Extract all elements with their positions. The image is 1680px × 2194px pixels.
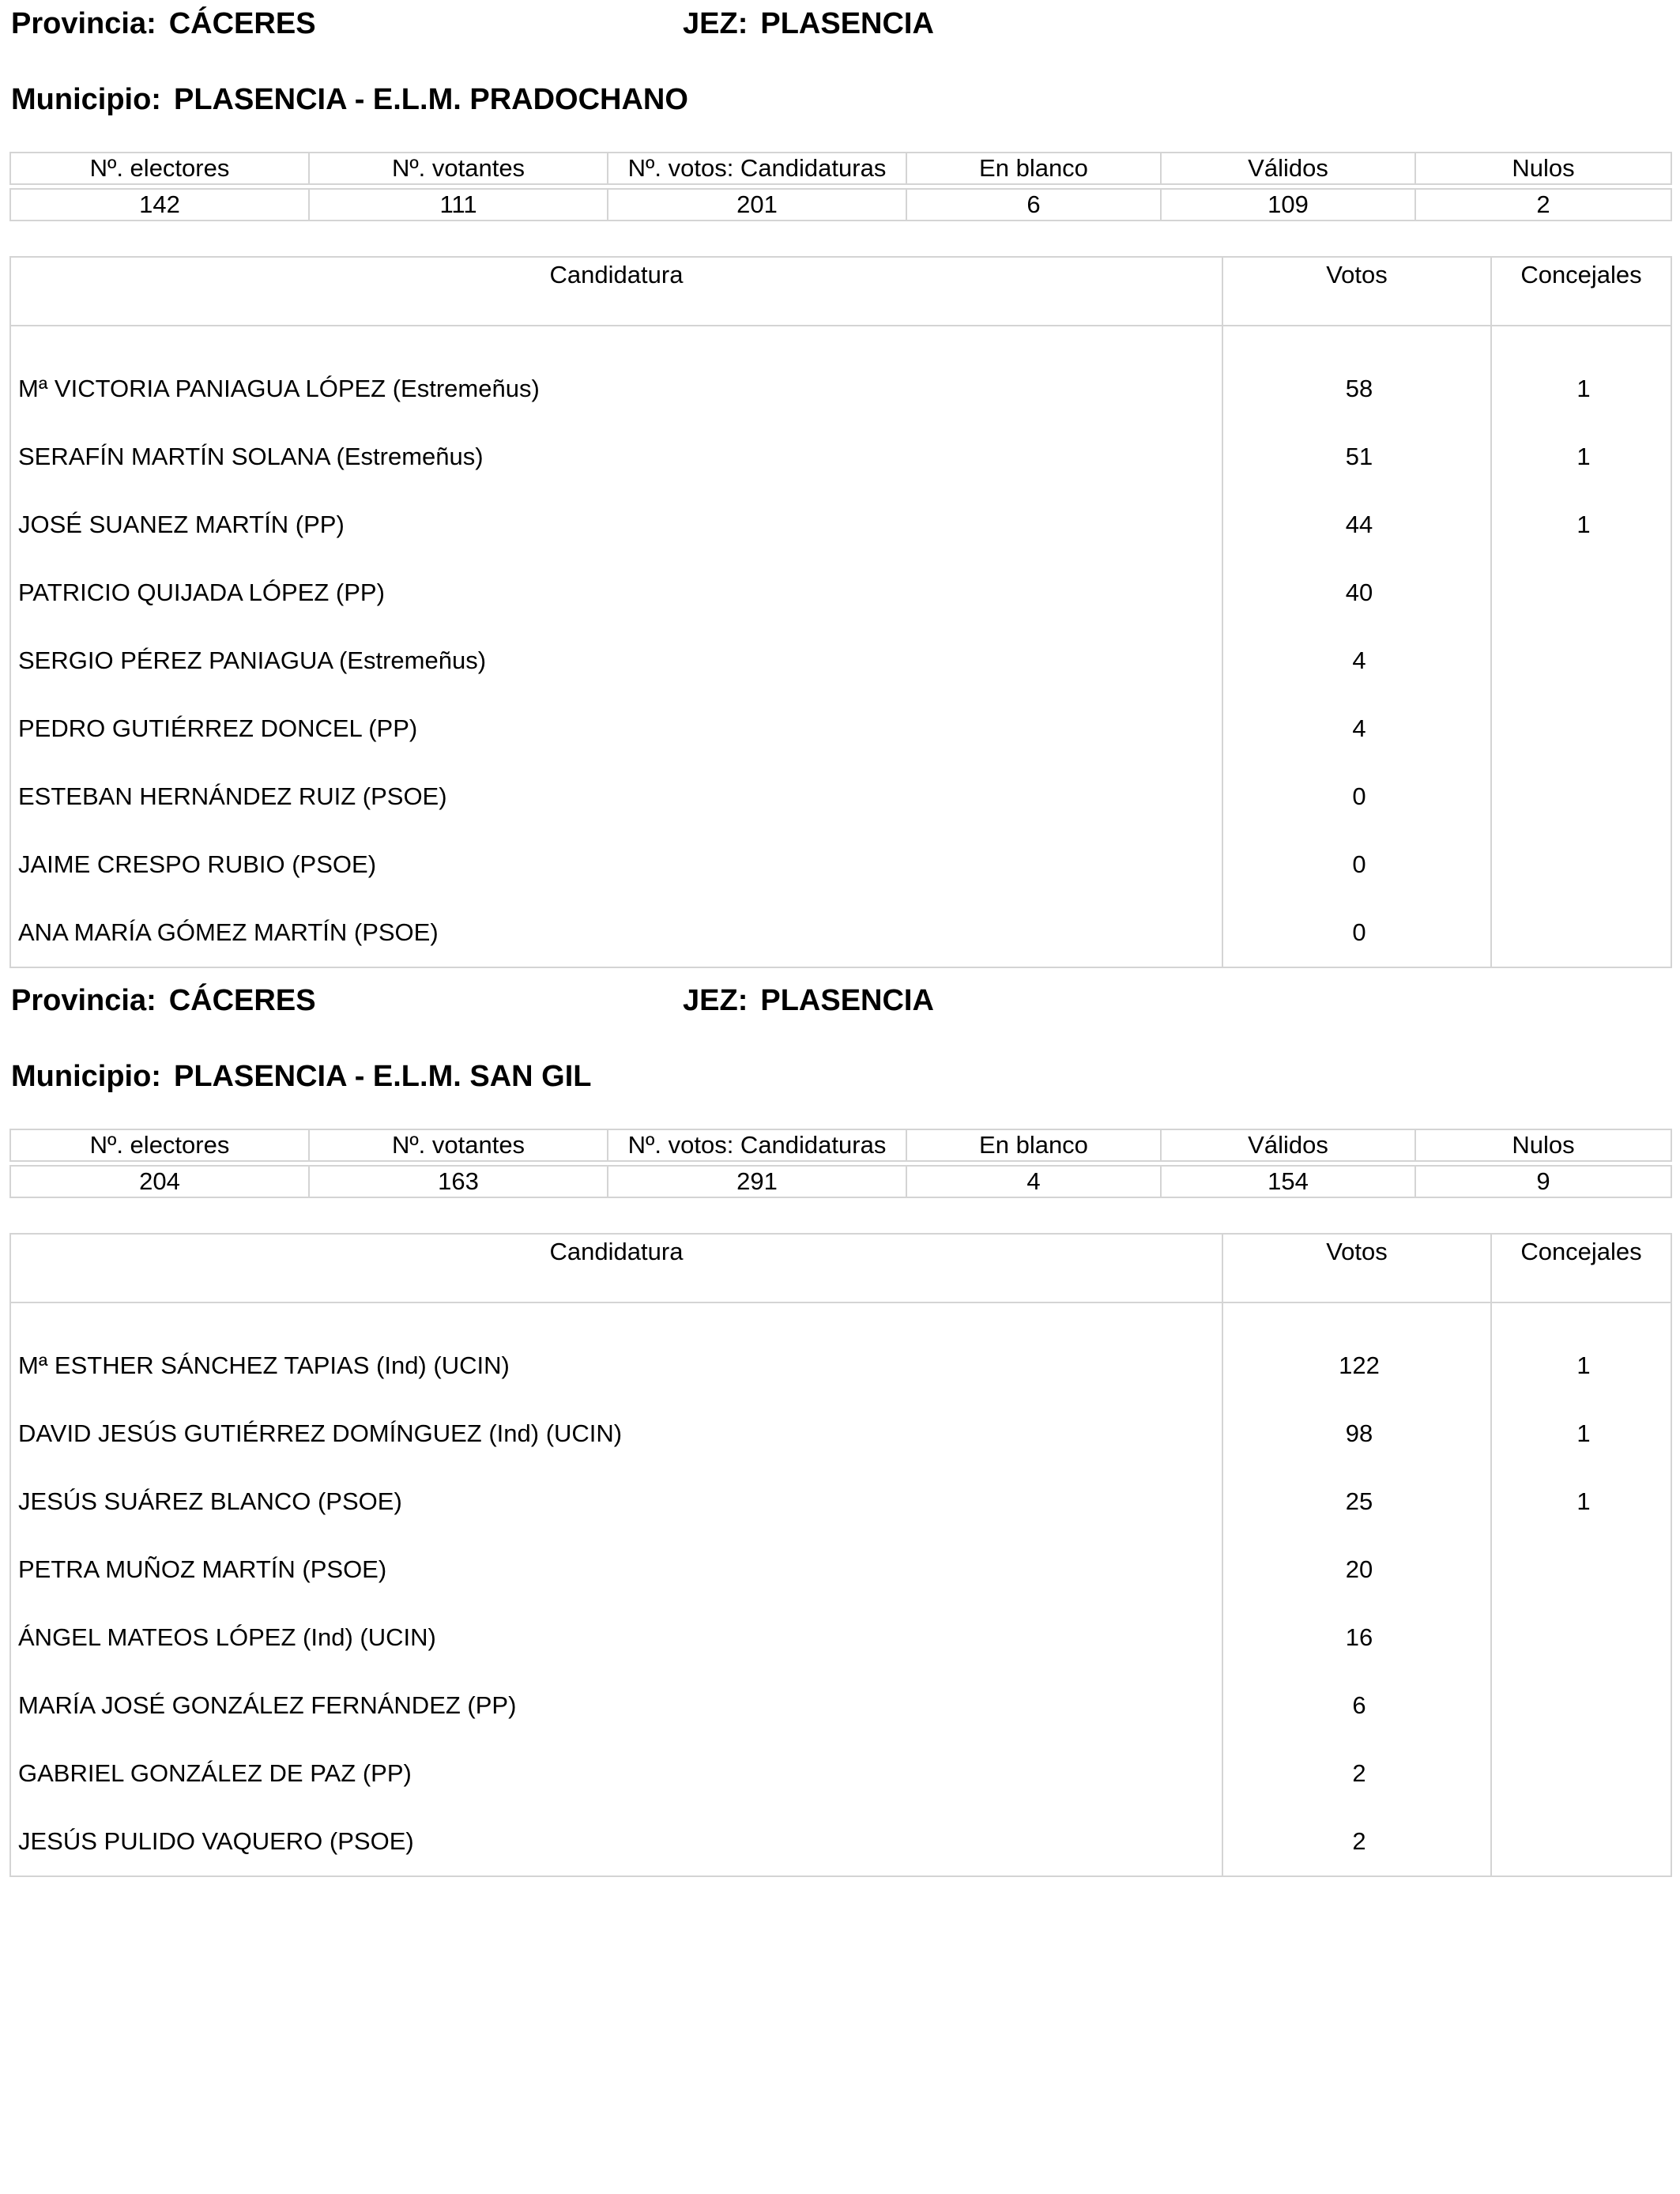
summary-header-electores: Nº. electores — [10, 153, 309, 184]
header-concejales: Concejales — [1491, 257, 1671, 326]
candidate-concejales — [1491, 1536, 1671, 1604]
candidate-votos: 0 — [1222, 763, 1491, 831]
candidate-name: JESÚS PULIDO VAQUERO (PSOE) — [10, 1808, 1222, 1876]
table-row — [10, 1536, 1671, 1604]
candidate-name: MARÍA JOSÉ GONZÁLEZ FERNÁNDEZ (PP) — [10, 1672, 1222, 1740]
candidate-votos: 58 — [1222, 326, 1491, 423]
candidate-concejales — [1491, 559, 1671, 627]
summary-value-row — [10, 1166, 1671, 1197]
provincia-label: Provincia: — [11, 7, 156, 40]
candidate-votos: 4 — [1222, 695, 1491, 763]
candidate-name: ÁNGEL MATEOS LÓPEZ (Ind) (UCIN) — [10, 1604, 1222, 1672]
provincia-value: CÁCERES — [168, 984, 316, 1017]
candidate-concejales — [1491, 899, 1671, 967]
candidate-name: PATRICIO QUIJADA LÓPEZ (PP) — [10, 559, 1222, 627]
summary-header-votos-candidaturas: Nº. votos: Candidaturas — [608, 153, 906, 184]
summary-value-en-blanco: 6 — [906, 189, 1161, 221]
summary-header-votantes: Nº. votantes — [309, 1129, 608, 1161]
candidate-concejales: 1 — [1491, 1468, 1671, 1536]
candidate-votos: 51 — [1222, 423, 1491, 491]
summary-header-nulos: Nulos — [1415, 1129, 1671, 1161]
header-candidatura: Candidatura — [10, 257, 1222, 326]
summary-header-votantes: Nº. votantes — [309, 153, 608, 184]
candidate-votos: 25 — [1222, 1468, 1491, 1536]
header-votos: Votos — [1222, 1234, 1491, 1302]
candidates-header-row — [10, 257, 1671, 326]
header-votos: Votos — [1222, 257, 1491, 326]
candidate-votos: 0 — [1222, 899, 1491, 967]
table-row — [10, 423, 1671, 491]
candidate-votos: 98 — [1222, 1400, 1491, 1468]
candidate-name: ESTEBAN HERNÁNDEZ RUIZ (PSOE) — [10, 763, 1222, 831]
candidate-votos: 16 — [1222, 1604, 1491, 1672]
table-row — [10, 1808, 1671, 1876]
jez-value: PLASENCIA — [760, 7, 934, 40]
summary-value-nulos: 2 — [1415, 189, 1671, 221]
candidate-name: Mª ESTHER SÁNCHEZ TAPIAS (Ind) (UCIN) — [10, 1302, 1222, 1400]
candidate-name: SERAFÍN MARTÍN SOLANA (Estremeñus) — [10, 423, 1222, 491]
summary-table — [9, 152, 1672, 221]
municipio-value: PLASENCIA - E.L.M. SAN GIL — [173, 1060, 592, 1093]
table-row — [10, 491, 1671, 559]
candidate-name: SERGIO PÉREZ PANIAGUA (Estremeñus) — [10, 627, 1222, 695]
candidate-name: GABRIEL GONZÁLEZ DE PAZ (PP) — [10, 1740, 1222, 1808]
candidate-concejales: 1 — [1491, 423, 1671, 491]
table-row — [10, 1468, 1671, 1536]
municipio-heading — [11, 1059, 591, 1094]
candidate-name: Mª VICTORIA PANIAGUA LÓPEZ (Estremeñus) — [10, 326, 1222, 423]
summary-value-votos-candidaturas: 201 — [608, 189, 906, 221]
municipio-heading — [11, 82, 688, 117]
summary-header-en-blanco: En blanco — [906, 153, 1161, 184]
candidate-concejales: 1 — [1491, 326, 1671, 423]
municipio-label: Municipio: — [11, 83, 161, 116]
table-row — [10, 559, 1671, 627]
candidate-concejales — [1491, 1808, 1671, 1876]
candidate-concejales: 1 — [1491, 1302, 1671, 1400]
table-row — [10, 1604, 1671, 1672]
candidate-votos: 0 — [1222, 831, 1491, 899]
provincia-heading — [11, 6, 316, 41]
municipio-label: Municipio: — [11, 1060, 161, 1093]
provincia-heading — [11, 983, 316, 1018]
candidate-votos: 122 — [1222, 1302, 1491, 1400]
candidate-concejales: 1 — [1491, 491, 1671, 559]
candidate-name: ANA MARÍA GÓMEZ MARTÍN (PSOE) — [10, 899, 1222, 967]
candidates-table — [9, 1233, 1672, 1877]
candidate-concejales — [1491, 627, 1671, 695]
table-row — [10, 1302, 1671, 1400]
jez-label: JEZ: — [683, 7, 748, 40]
candidate-name: PETRA MUÑOZ MARTÍN (PSOE) — [10, 1536, 1222, 1604]
candidate-votos: 20 — [1222, 1536, 1491, 1604]
candidate-concejales: 1 — [1491, 1400, 1671, 1468]
jez-heading — [683, 983, 934, 1018]
candidate-votos: 40 — [1222, 559, 1491, 627]
summary-value-votos-candidaturas: 291 — [608, 1166, 906, 1197]
summary-header-votos-candidaturas: Nº. votos: Candidaturas — [608, 1129, 906, 1161]
jez-heading — [683, 6, 934, 41]
jez-label: JEZ: — [683, 984, 748, 1017]
candidate-name: JAIME CRESPO RUBIO (PSOE) — [10, 831, 1222, 899]
summary-header-en-blanco: En blanco — [906, 1129, 1161, 1161]
candidate-votos: 4 — [1222, 627, 1491, 695]
summary-value-electores: 142 — [10, 189, 309, 221]
candidate-concejales — [1491, 1604, 1671, 1672]
table-row — [10, 695, 1671, 763]
summary-value-votantes: 111 — [309, 189, 608, 221]
candidate-votos: 6 — [1222, 1672, 1491, 1740]
header-candidatura: Candidatura — [10, 1234, 1222, 1302]
candidate-concejales — [1491, 1672, 1671, 1740]
table-row — [10, 627, 1671, 695]
table-row — [10, 1672, 1671, 1740]
table-row — [10, 763, 1671, 831]
candidate-name: JOSÉ SUANEZ MARTÍN (PP) — [10, 491, 1222, 559]
header-concejales: Concejales — [1491, 1234, 1671, 1302]
candidate-votos: 44 — [1222, 491, 1491, 559]
summary-value-nulos: 9 — [1415, 1166, 1671, 1197]
table-row — [10, 1400, 1671, 1468]
candidate-name: JESÚS SUÁREZ BLANCO (PSOE) — [10, 1468, 1222, 1536]
municipio-value: PLASENCIA - E.L.M. PRADOCHANO — [173, 83, 688, 116]
summary-table — [9, 1129, 1672, 1198]
candidate-name: PEDRO GUTIÉRREZ DONCEL (PP) — [10, 695, 1222, 763]
provincia-label: Provincia: — [11, 984, 156, 1017]
jez-value: PLASENCIA — [760, 984, 934, 1017]
provincia-value: CÁCERES — [168, 7, 316, 40]
candidates-table — [9, 256, 1672, 968]
summary-value-electores: 204 — [10, 1166, 309, 1197]
summary-value-en-blanco: 4 — [906, 1166, 1161, 1197]
table-row — [10, 899, 1671, 967]
summary-header-row — [10, 153, 1671, 184]
candidate-concejales — [1491, 831, 1671, 899]
summary-header-validos: Válidos — [1161, 1129, 1415, 1161]
candidate-concejales — [1491, 763, 1671, 831]
table-row — [10, 1740, 1671, 1808]
summary-header-nulos: Nulos — [1415, 153, 1671, 184]
summary-value-validos: 109 — [1161, 189, 1415, 221]
summary-header-row — [10, 1129, 1671, 1161]
candidate-votos: 2 — [1222, 1808, 1491, 1876]
candidate-votos: 2 — [1222, 1740, 1491, 1808]
candidates-header-row — [10, 1234, 1671, 1302]
candidate-concejales — [1491, 695, 1671, 763]
candidate-name: DAVID JESÚS GUTIÉRREZ DOMÍNGUEZ (Ind) (UCIN) — [10, 1400, 1222, 1468]
table-row — [10, 326, 1671, 423]
summary-value-row — [10, 189, 1671, 221]
table-row — [10, 831, 1671, 899]
summary-value-votantes: 163 — [309, 1166, 608, 1197]
summary-value-validos: 154 — [1161, 1166, 1415, 1197]
summary-header-electores: Nº. electores — [10, 1129, 309, 1161]
summary-header-validos: Válidos — [1161, 153, 1415, 184]
candidate-concejales — [1491, 1740, 1671, 1808]
